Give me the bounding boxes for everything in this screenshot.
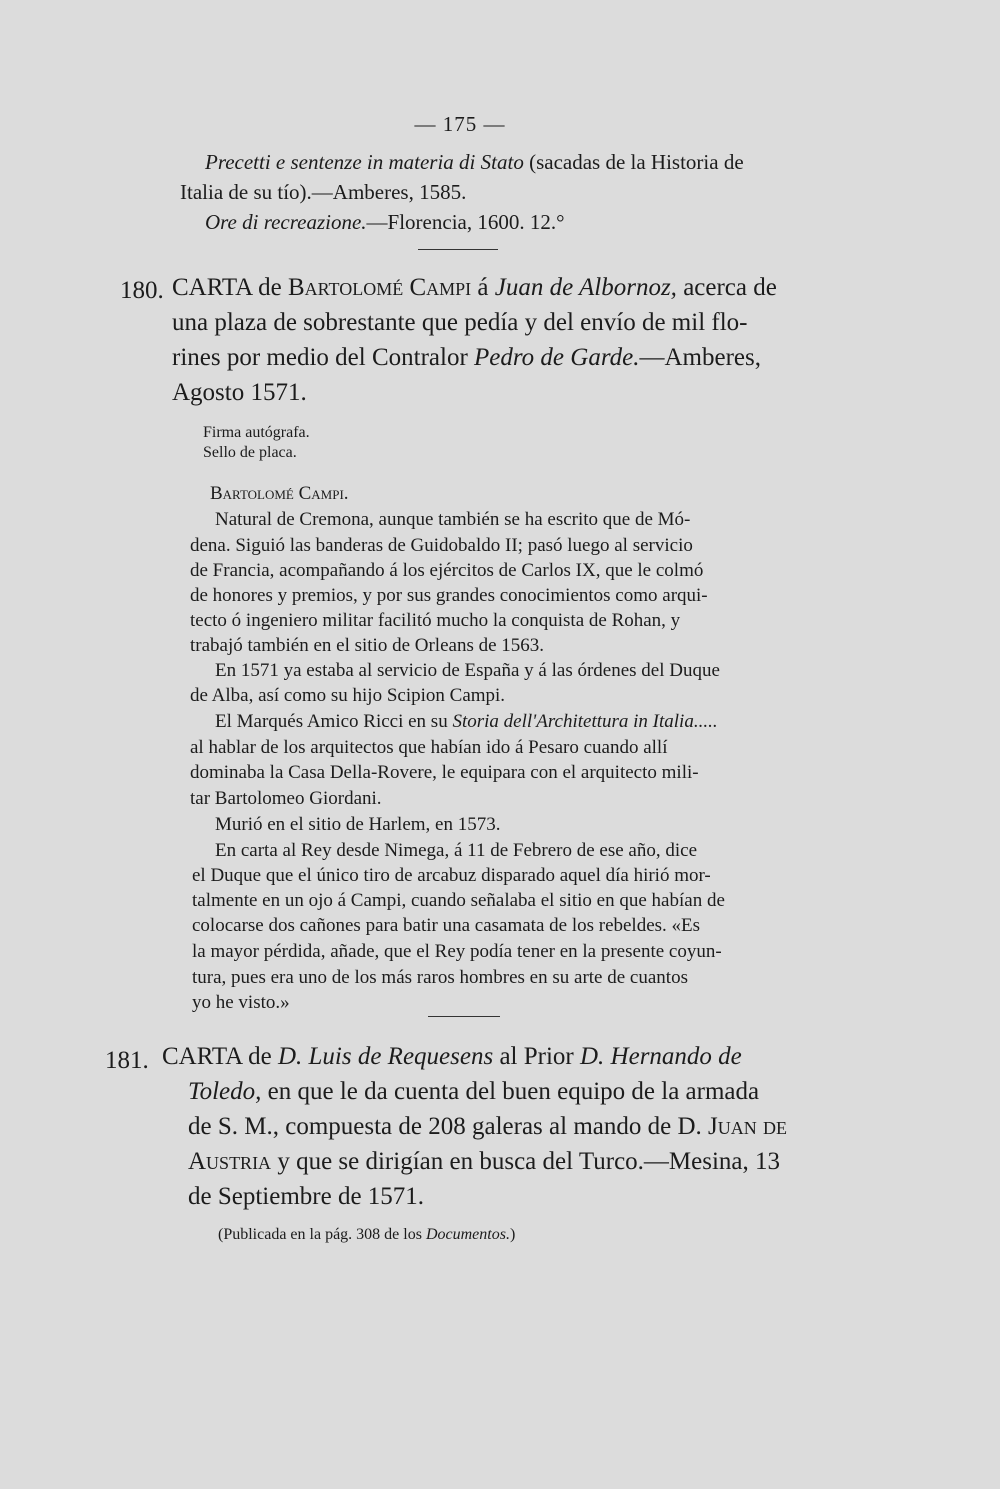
bio-line: yo he visto.» [192, 992, 290, 1013]
entry-number: 181. [105, 1047, 149, 1074]
intro-line-1: Precetti e sentenze in materia di Stato (sacadas de la Historia de [205, 150, 744, 174]
bio-line: El Marqués Amico Ricci en su Storia dell'Architettura in Italia..... [215, 711, 718, 732]
entry-heading-line-4: Agosto 1571. [172, 379, 307, 406]
note-line: Sello de placa. [203, 444, 297, 461]
intro-line-2: Italia de su tío).—Amberes, 1585. [180, 180, 467, 204]
bio-line: de Alba, así como su hijo Scipion Campi. [190, 685, 506, 706]
entry-heading-line-1: CARTA de Bartolomé Campi á Juan de Albornoz, acerca de [172, 274, 777, 301]
bio-line: tecto ó ingeniero militar facilitó mucho la conquista de Rohan, y [190, 610, 681, 631]
bio-line: la mayor pérdida, añade, que el Rey podía tener en la presente coyun- [192, 941, 722, 962]
bio-line: En carta al Rey desde Nimega, á 11 de Febrero de ese año, dice [215, 840, 698, 861]
bio-line: Murió en el sitio de Harlem, en 1573. [215, 814, 501, 835]
bio-line: colocarse dos cañones para batir una casamata de los rebeldes. «Es [192, 915, 701, 936]
entry-heading-line-5: de Septiembre de 1571. [188, 1183, 425, 1210]
page-number: — 175 — [414, 112, 506, 136]
bio-line: tura, pues era uno de los más raros hombres en su arte de cuantos [192, 967, 688, 988]
entry-number: 180. [120, 277, 164, 304]
bio-name: Bartolomé Campi. [210, 483, 349, 504]
separator-rule [418, 249, 498, 250]
work-title: Precetti e sentenze in materia di Stato [205, 150, 524, 174]
bio-line: de honores y premios, y por sus grandes conocimientos como arqui- [190, 585, 708, 606]
bio-line: Natural de Cremona, aunque también se ha escrito que de Mó- [215, 509, 691, 530]
entry-heading-line-2: Toledo, en que le da cuenta del buen equipo de la armada [188, 1078, 760, 1105]
bio-line: dominaba la Casa Della-Rovere, le equipara con el arquitecto mili- [190, 762, 699, 783]
bio-line: En 1571 ya estaba al servicio de España y á las órdenes del Duque [215, 660, 720, 681]
work-title: Storia dell'Architettura in Italia..... [452, 711, 718, 732]
entry-heading-line-2: una plaza de sobrestante que pedía y del envío de mil flo- [172, 309, 748, 336]
bio-line: dena. Siguió las banderas de Guidobaldo II; pasó luego al servicio [190, 535, 693, 556]
bio-line: trabajó también en el sitio de Orleans de 1563. [190, 635, 545, 656]
bio-line: el Duque que el único tiro de arcabuz disparado aquel día hirió mor- [192, 865, 711, 886]
entry-heading-line-3: rines por medio del Contralor Pedro de Garde.—Amberes, [172, 344, 761, 371]
entry-heading-line-1: CARTA de D. Luis de Requesens al Prior D. Hernando de [162, 1043, 742, 1070]
separator-rule [428, 1016, 500, 1017]
work-title: Ore di recreazione. [205, 210, 367, 234]
bio-line: tar Bartolomeo Giordani. [190, 788, 382, 809]
bio-line: al hablar de los arquitectos que habían ido á Pesaro cuando allí [190, 737, 668, 758]
note-line: (Publicada en la pág. 308 de los Documentos.) [218, 1226, 516, 1243]
bio-line: talmente en un ojo á Campi, cuando señalaba el sitio en que habían de [192, 890, 725, 911]
note-line: Firma autógrafa. [203, 424, 310, 441]
entry-heading-line-3: de S. M., compuesta de 208 galeras al mando de D. Juan de [188, 1113, 787, 1140]
bio-line: de Francia, acompañando á los ejércitos de Carlos IX, que le colmó [190, 560, 704, 581]
entry-heading-line-4: Austria y que se dirigían en busca del Turco.—Mesina, 13 [188, 1148, 781, 1175]
intro-line-3: Ore di recreazione.—Florencia, 1600. 12.° [205, 210, 565, 234]
